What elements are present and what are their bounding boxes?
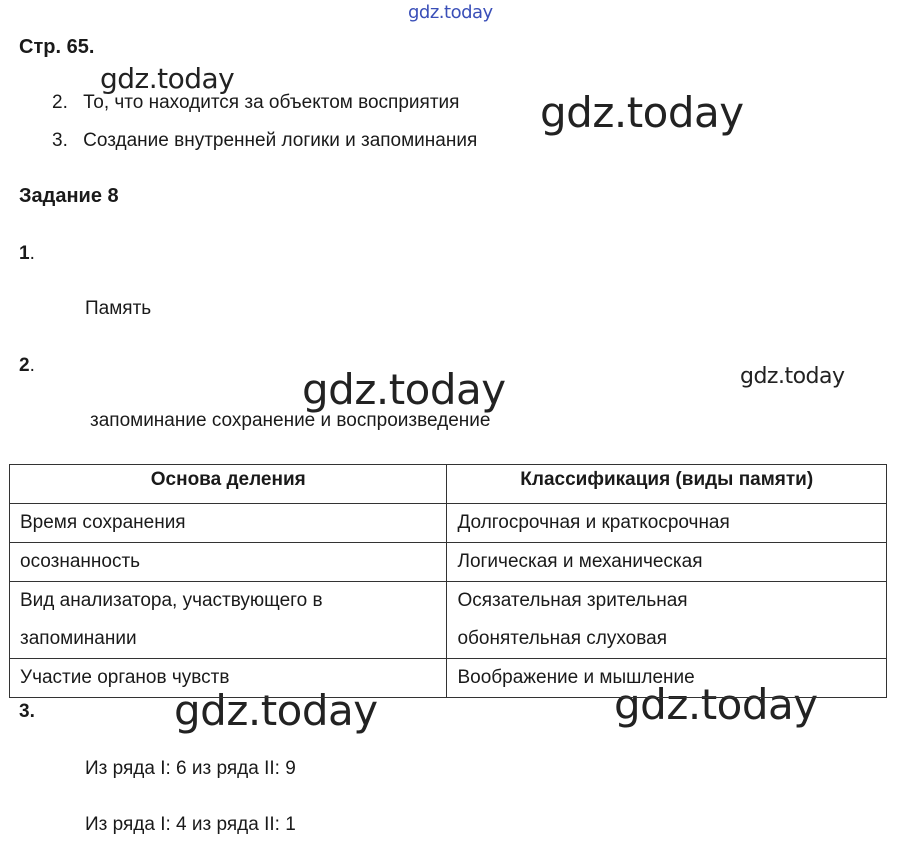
question-number-dot: .	[29, 355, 35, 376]
cell-line: Осязательная зрительная	[457, 590, 688, 611]
list-item-number: 2.	[52, 92, 68, 113]
watermark: gdz.today	[302, 365, 506, 414]
question-1-number	[19, 243, 35, 265]
question-3-answer: Из ряда I: 6 из ряда II: 9	[85, 758, 296, 779]
question-2-answer: запоминание сохранение и воспроизведение	[90, 410, 491, 431]
watermark-top: gdz.today	[408, 2, 493, 23]
question-number: 2	[19, 355, 30, 376]
watermark: gdz.today	[100, 62, 235, 95]
question-2-number	[19, 355, 35, 377]
table-cell-basis: Время сохранения	[10, 504, 447, 543]
question-number: 1	[19, 243, 30, 264]
table-cell-classification: Долгосрочная и краткосрочная	[447, 504, 887, 543]
list-item-text: То, что находится за объектом восприятия	[83, 92, 460, 113]
cell-line: запоминании	[20, 628, 137, 649]
question-3-answer: Из ряда I: 4 из ряда II: 1	[85, 814, 296, 835]
table-header-row	[10, 465, 887, 504]
column-header-basis: Основа деления	[10, 465, 447, 504]
table-row	[10, 543, 887, 582]
watermark: gdz.today	[740, 364, 845, 389]
column-header-classification: Классификация (виды памяти)	[447, 465, 887, 504]
question-3-number: 3.	[19, 701, 35, 722]
watermark: gdz.today	[174, 686, 378, 735]
cell-line: обонятельная слуховая	[457, 628, 667, 649]
list-item	[52, 92, 459, 114]
watermark: gdz.today	[614, 680, 818, 729]
list-item-number: 3.	[52, 130, 68, 151]
task-title: Задание 8	[19, 185, 119, 207]
question-1-answer: Память	[85, 298, 152, 319]
list-item	[52, 130, 477, 152]
question-number-dot: .	[29, 243, 35, 264]
table-row	[10, 504, 887, 543]
table-row	[10, 582, 887, 659]
table-cell-basis: осознанность	[10, 543, 447, 582]
cell-line: Вид анализатора, участвующего в	[20, 590, 323, 611]
table-row	[10, 659, 887, 698]
table-cell-classification: Воображение и мышление	[447, 659, 887, 698]
table-cell-basis: Участие органов чувств	[10, 659, 447, 698]
table-cell-basis	[10, 582, 447, 659]
memory-classification-table	[9, 464, 887, 698]
table-cell-classification: Логическая и механическая	[447, 543, 887, 582]
table-cell-classification	[447, 582, 887, 659]
list-item-text: Создание внутренней логики и запоминания	[83, 130, 478, 151]
watermark: gdz.today	[540, 88, 744, 137]
page-label: Стр. 65.	[19, 36, 95, 58]
